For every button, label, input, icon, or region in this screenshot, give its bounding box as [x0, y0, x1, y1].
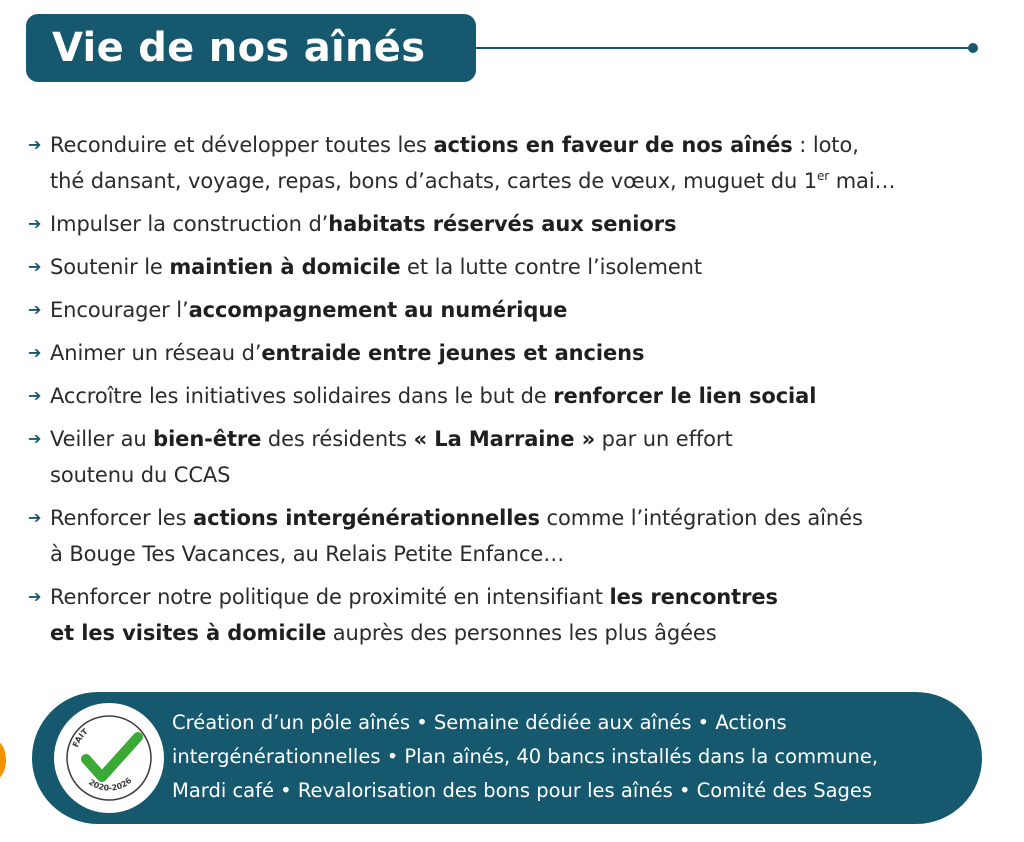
arrow-right-icon: ➔: [28, 135, 42, 154]
badge-bottom-text: 2020-2026: [86, 775, 134, 793]
section-title-box: [26, 14, 476, 82]
arrow-right-icon: ➔: [28, 386, 42, 405]
arrow-right-icon: ➔: [28, 300, 42, 319]
list-item: ➔ Renforcer notre politique de proximité en intensifiant les rencontres et les visites à domicile auprès des personnes les plus âgées: [28, 579, 988, 651]
svg-text:2020-2026: [87, 776, 134, 793]
list-item: ➔ Soutenir le maintien à domicile et la lutte contre l’isolement: [28, 249, 988, 285]
action-list: [28, 127, 988, 658]
arrow-right-icon: ➔: [28, 343, 42, 362]
achievements-banner: [32, 692, 982, 824]
achievements-text: Création d’un pôle aînés • Semaine dédiée aux aînés • Actions intergénérationnelles • Plan aînés, 40 bancs installés dans la commune, Mardi café • Revalorisation des bons pour les aînés • Comité des Sages: [172, 711, 879, 802]
list-item: ➔ Veiller au bien-être des résidents « La Marraine » par un effort soutenu du CCAS: [28, 421, 988, 493]
list-item: ➔ Encourager l’accompagnement au numérique: [28, 292, 988, 328]
title-divider-line: [476, 47, 972, 49]
arrow-right-icon: ➔: [28, 508, 42, 527]
arrow-right-icon: ➔: [28, 257, 42, 276]
list-item: ➔ Accroître les initiatives solidaires dans le but de renforcer le lien social: [28, 378, 988, 414]
arrow-right-icon: ➔: [28, 429, 42, 448]
list-item: ➔ Impulser la construction d’habitats réservés aux seniors: [28, 206, 988, 242]
svg-text:FAIT: [71, 727, 90, 749]
list-item: ➔ Reconduire et développer toutes les actions en faveur de nos aînés : loto, thé dansant, voyage, repas, bons d’achats, cartes de vœux, muguet du 1er mai…: [28, 127, 988, 199]
list-item: ➔ Renforcer les actions intergénérationnelles comme l’intégration des aînés à Bouge Tes Vacances, au Relais Petite Enfance…: [28, 500, 988, 572]
checkmark-icon: [54, 703, 164, 813]
badge-top-text: FAIT: [71, 727, 90, 749]
done-badge: [54, 703, 164, 813]
arrow-right-icon: ➔: [28, 214, 42, 233]
list-item: ➔ Animer un réseau d’entraide entre jeunes et anciens: [28, 335, 988, 371]
page-title: Vie de nos aînés: [52, 25, 426, 71]
decorative-orange-shape: [0, 740, 6, 780]
arrow-right-icon: ➔: [28, 587, 42, 606]
title-divider-dot: [968, 43, 978, 53]
